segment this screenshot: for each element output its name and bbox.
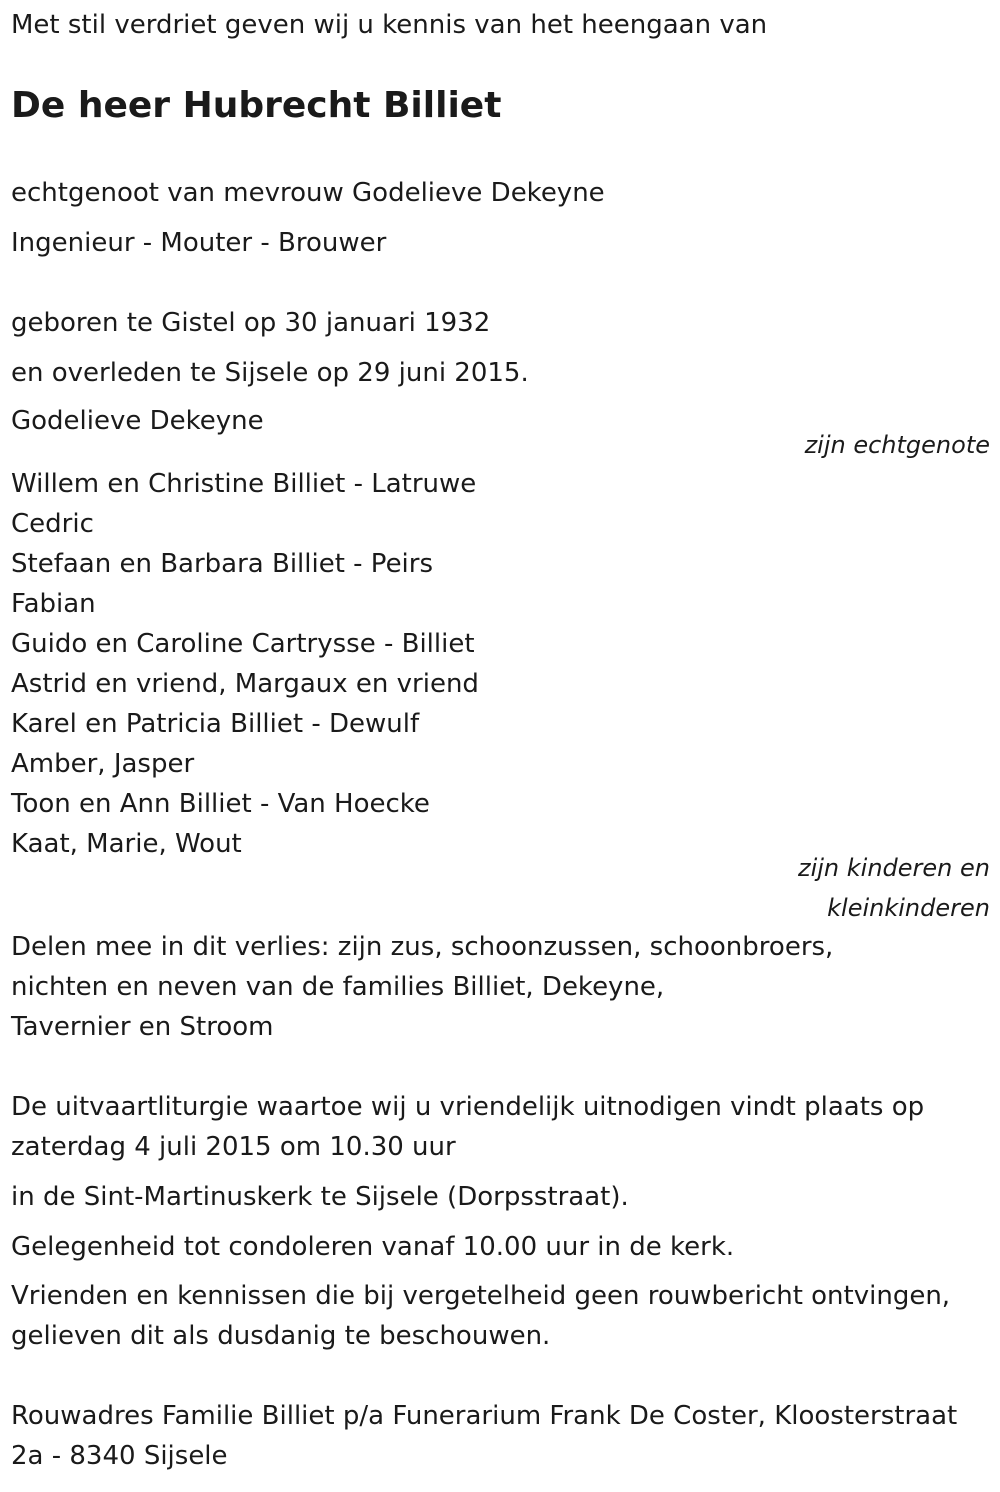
- family-member: Fabian: [11, 589, 96, 619]
- condolences-line: Gelegenheid tot condoleren vanaf 10.00 uur in de kerk.: [11, 1232, 735, 1262]
- family-member: Kaat, Marie, Wout: [11, 829, 242, 859]
- sharing-line: nichten en neven van de families Billiet, Dekeyne,: [11, 972, 665, 1002]
- notice-line: gelieven dit als dusdanig te beschouwen.: [11, 1321, 551, 1351]
- sharing-line: Delen mee in dit verlies: zijn zus, schoonzussen, schoonbroers,: [11, 932, 834, 962]
- notice-line: Vrienden en kennissen die bij vergetelheid geen rouwbericht ontvingen,: [11, 1281, 951, 1311]
- family-member: Willem en Christine Billiet - Latruwe: [11, 469, 477, 499]
- deceased-name: De heer Hubrecht Billiet: [11, 85, 502, 126]
- family-member: Guido en Caroline Cartrysse - Billiet: [11, 629, 475, 659]
- family-member: Karel en Patricia Billiet - Dewulf: [11, 709, 420, 739]
- spouse-line: echtgenoot van mevrouw Godelieve Dekeyne: [11, 178, 605, 208]
- spouse-caption: zijn echtgenote: [804, 431, 990, 459]
- death-line: en overleden te Sijsele op 29 juni 2015.: [11, 358, 529, 388]
- sharing-line: Tavernier en Stroom: [11, 1012, 274, 1042]
- spouse-name: Godelieve Dekeyne: [11, 406, 264, 436]
- address-line: Rouwadres Familie Billiet p/a Funerarium Frank De Coster, Kloosterstraat: [11, 1401, 958, 1431]
- family-member: Toon en Ann Billiet - Van Hoecke: [11, 789, 430, 819]
- family-member: Astrid en vriend, Margaux en vriend: [11, 669, 479, 699]
- funeral-line: De uitvaartliturgie waartoe wij u vriendelijk uitnodigen vindt plaats op: [11, 1092, 925, 1122]
- intro-text: Met stil verdriet geven wij u kennis van het heengaan van: [11, 10, 768, 40]
- family-member: Cedric: [11, 509, 94, 539]
- family-member: Amber, Jasper: [11, 749, 195, 779]
- address-line: 2a - 8340 Sijsele: [11, 1441, 228, 1471]
- church-line: in de Sint-Martinuskerk te Sijsele (Dorpsstraat).: [11, 1182, 629, 1212]
- family-caption-line-1: zijn kinderen en: [798, 854, 990, 882]
- profession: Ingenieur - Mouter - Brouwer: [11, 228, 387, 258]
- funeral-line: zaterdag 4 juli 2015 om 10.30 uur: [11, 1132, 456, 1162]
- family-caption-line-2: kleinkinderen: [827, 894, 990, 922]
- family-member: Stefaan en Barbara Billiet - Peirs: [11, 549, 434, 579]
- birth-line: geboren te Gistel op 30 januari 1932: [11, 308, 491, 338]
